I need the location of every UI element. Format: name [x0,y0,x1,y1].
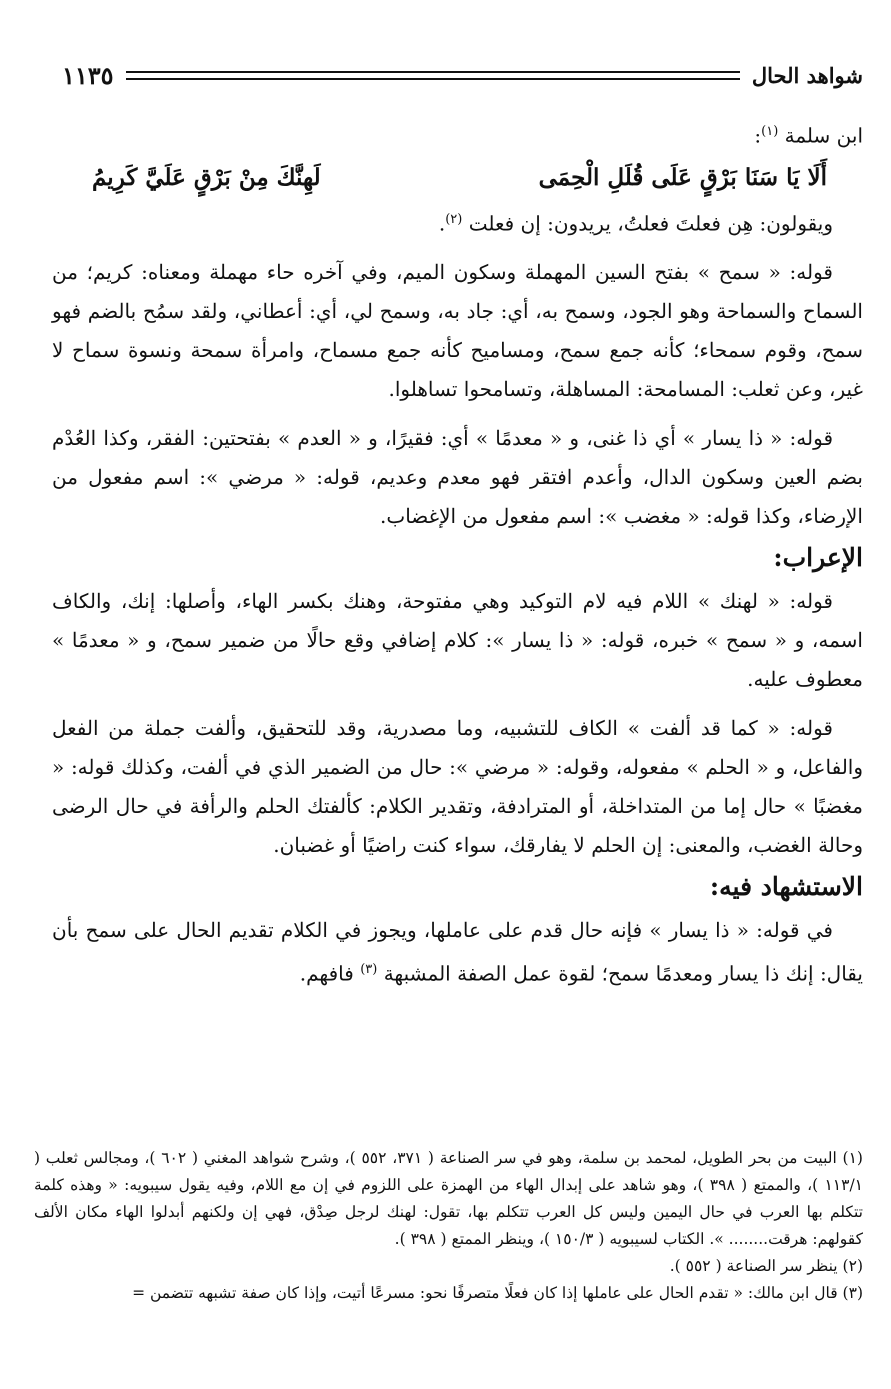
paragraph-shahid: في قوله: « ذا يسار » فإنه حال قدم على عاملها، ويجوز في الكلام تقديم الحال على سمح بأن يقال: إنك ذا يسار ومعدمًا سمح؛ لقوة عمل الصفة المشبهة $^{(٣)}$ فافهم. [52,918,863,986]
paragraph-samh: قوله: « سمح » بفتح السين المهملة وسكون الميم، وفي آخره حاء مهملة ومعناه: كريم؛ من السماح والسماحة وهو الجود، وسمح به، أي: جاد به، وسمح لي، أي: أعطاني، ولقد سمُح بالضم فهو سمح، وقوم سمحاء؛ كأنه جمع سمح، ومساميح كأنه جمع مسماح، وامرأة سمحة ونسوة سماح لا غير، وعن ثعلب: المسامحة: المساهلة، وتسامحوا تساهلوا. [52,260,863,402]
poetry-verse [52,156,863,200]
footnote-ref-1: (١) [761,124,779,139]
paragraph-lahinnak: قوله: « لهنك » اللام فيه لام التوكيد وهي مفتوحة، وهنك بكسر الهاء، وأصلها: إنك، والكاف اسمه، و « سمح » خبره، قوله: « ذا يسار »: كلام إضافي وقع حالًا من ضمير سمح، و « معدمًا » معطوف عليه. [52,589,863,692]
footnote-3: (٣) قال ابن مالك: « تقدم الحال على عاملها إذا كان فعلًا متصرفًا نحو: مسرعًا أتيت، وإذا كان صفة تشبهه تتضمن = [132,1284,863,1302]
footnote-2: (٢) ينظر سر الصناعة ( ٥٥٢ ). [669,1257,863,1275]
verse-first-hemistich: أَلَا يَا سَنَا بَرْقٍ عَلَى قُلَلِ الْحِمَى [538,163,827,191]
footnote-ref-3: (٣) [360,962,378,978]
paragraph-yaqulun: ويقولون: هِن فعلتَ فعلتُ، يريدون: إن فعلت $^{(٢)}$. [438,211,833,236]
header-double-rule [126,71,740,80]
main-text [52,112,863,994]
footnotes [34,1145,863,1307]
paragraph-kama: قوله: « كما قد ألفت » الكاف للتشبيه، وما مصدرية، وقد للتحقيق، وألفت جملة من الفعل والفاعل، و « الحلم » مفعوله، وقوله: « مرضي »: حال من الضمير الذي في ألفت، وكذلك قوله: « مغضبًا » حال إما من المتداخلة، أو المترادفة، وتقدير الكلام: كألفتك الحلم والرأفة في حال الرضى وحالة الغضب، والمعنى: إن الحلم لا يفارقك، سواء كنت راضيًا أو غضبان. [52,716,863,858]
verse-second-hemistich: لَهِنَّكَ مِنْ بَرْقٍ عَلَيَّ كَرِيمُ [92,163,321,191]
page-number: ١١٣٥ [62,60,114,90]
paragraph-yasar: قوله: « ذا يسار » أي ذا غنى، و « معدمًا » أي: فقيرًا، و « العدم » بفتحتين: الفقر، وكذا العُدْم بضم العين وسكون الدال، وأعدم افتقر فهو معدم وعديم، قوله: « مرضي »: اسم مفعول من الإرضاء، وكذا قوله: « مغضب »: اسم مفعول من الإغضاب. [52,426,863,529]
heading-istishhad: الاستشهاد فيه: [709,872,863,902]
footnote-1: (١) البيت من بحر الطويل، لمحمد بن سلمة، وهو في سر الصناعة ( ٣٧١، ٥٥٢ )، وشرح شواهد المغني ( ٦٠٢ )، ومجالس ثعلب ( ١١٣/١ )، والممتع ( ٣٩٨ )، وهو شاهد على إبدال الهاء من الهمزة على اللزوم في إن مع اللام، وفيه يقول سيبويه: « وهذه كلمة تتكلم بها العرب في حال اليمين وليس كل العرب تتكلم بها، تقول: لهنك لرجل صِدْق، فهي إن ولكنهم أبدلوا الهاء مكان الألف كقولهم: هرقت........ ». الكتاب لسيبويه ( ١٥٠/٣ )، وينظر الممتع ( ٣٩٨ ). [34,1149,863,1248]
verse-intro: ابن سلمة $^{(١)}$: [754,123,863,148]
running-header [62,58,863,92]
heading-irab: الإعراب: [773,543,863,573]
footnote-ref-2: (٢) [445,211,463,227]
running-title: شواهد الحال [751,62,863,88]
